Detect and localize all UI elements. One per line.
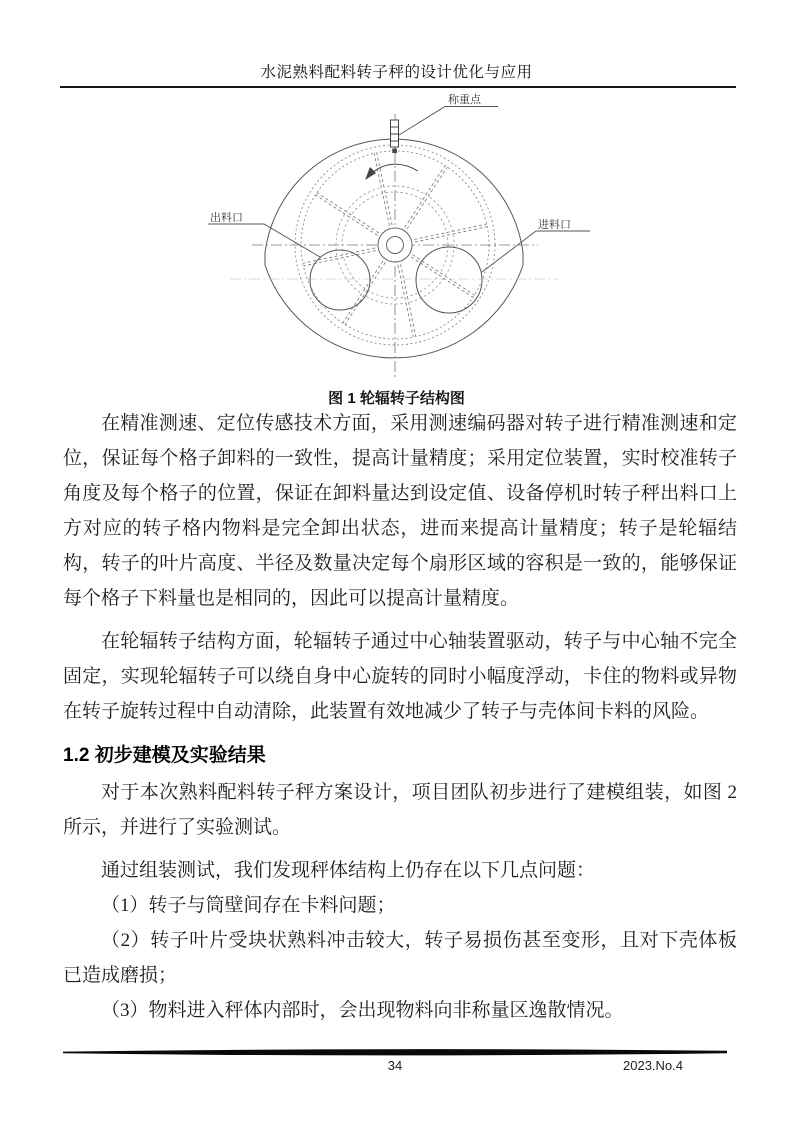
header-rule: [60, 86, 736, 88]
rotor-structure-diagram: [180, 90, 620, 390]
label-discharge-port: 出料口: [210, 212, 243, 224]
weighing-shaft: [391, 120, 399, 153]
paragraph-problems-intro: 通过组装测试，我们发现秤体结构上仍存在以下几点问题：: [101, 860, 596, 881]
rotor-hub: [378, 228, 412, 262]
rotation-arrow: [365, 164, 418, 180]
section-heading: 1.2 初步建模及实验结果: [63, 745, 266, 766]
issue-number: 2023.No.4: [623, 1058, 683, 1073]
problem-item-1: （1）转子与筒壁间存在卡料问题；: [101, 895, 396, 916]
problem-item-2: （2）转子叶片受块状熟料冲击较大，转子易损伤甚至变形，且对下壳体板已造成磨损；: [63, 930, 737, 986]
paragraph-rotor-structure: 在轮辐转子结构方面，轮辐转子通过中心轴装置驱动，转子与中心轴不完全固定，实现轮辐转子可以绕自身中心旋转的同时小幅度浮动，卡住的物料或异物在转子旋转过程中自动清除，此装置有效地减少了转子与壳体间卡料的风险。: [63, 631, 737, 722]
label-feed-port: 进料口: [538, 219, 571, 231]
label-weighing-point: 称重点: [448, 94, 481, 106]
figure-caption: 图 1 轮辐转子结构图: [328, 390, 465, 407]
problem-item-3: （3）物料进入秤体内部时，会出现物料向非称量区逸散情况。: [101, 1000, 624, 1021]
page-title: 水泥熟料配料转子秤的设计优化与应用: [260, 64, 533, 81]
paragraph-modeling: 对于本次熟料配料转子秤方案设计，项目团队初步进行了建模组装，如图 2所示，并进行了实验测试。: [63, 782, 737, 838]
paragraph-speed-sensing: 在精准测速、定位传感技术方面，采用测速编码器对转子进行精准测速和定位，保证每个格子卸料的一致性，提高计量精度；采用定位装置，实时校准转子角度及每个格子的位置，保证在卸料量达到设定值、设备停机时转子秤出料口上方对应的转子格内物料是完全卸出状态，进而来提高计量精度；转子是轮辐结构，转子的叶片高度、半径及数量决定每个扇形区域的容积是一致的，能够保证每个格子下料量也是相同的，因此可以提高计量精度。: [63, 413, 737, 609]
discharge-port-circle: [310, 250, 370, 310]
article-body: [63, 406, 737, 1028]
footer-rule: [63, 1048, 727, 1058]
page-number: 34: [387, 1058, 403, 1073]
